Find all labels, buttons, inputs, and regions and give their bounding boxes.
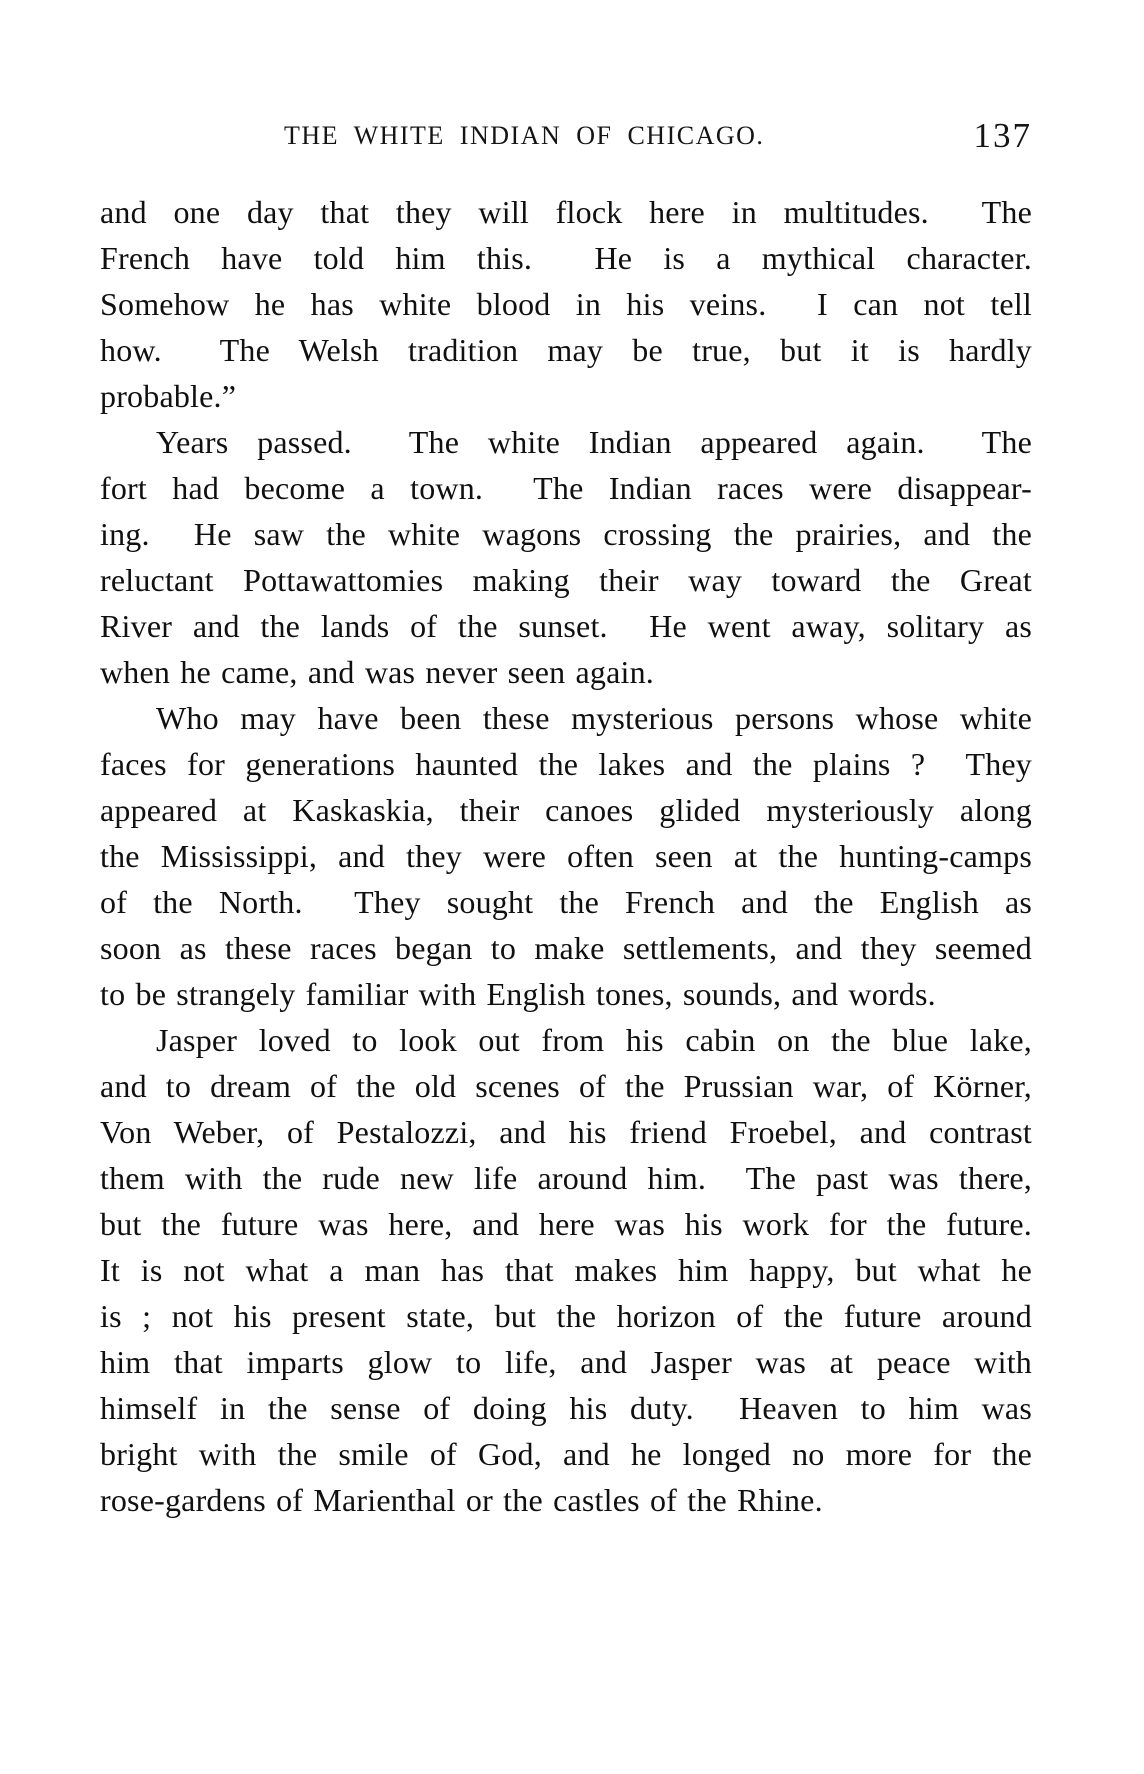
paragraph [100,189,1032,419]
text-line: Somehow he has white blood in his veins. I can not tell [100,286,1032,322]
text-line: bright with the smile of God, and he longed no more for the [100,1436,1032,1472]
text-line: them with the rude new life around him. The past was there, [100,1160,1032,1196]
text-line: is ; not his present state, but the horizon of the future around [100,1298,1032,1334]
text-line: when he came, and was never seen again. [100,654,655,690]
text-line: It is not what a man has that makes him happy, but what he [100,1252,1032,1288]
text-line: how. The Welsh tradition may be true, but it is hardly [100,332,1032,368]
text-line: himself in the sense of doing his duty. Heaven to him was [100,1390,1032,1426]
text-line: Von Weber, of Pestalozzi, and his friend Froebel, and contrast [100,1114,1032,1150]
text-line: appeared at Kaskaskia, their canoes glided mysteriously along [100,792,1032,828]
text-line: River and the lands of the sunset. He went away, solitary as [100,608,1032,644]
text-line: and one day that they will flock here in multitudes. The [100,194,1032,230]
text-line: the Mississippi, and they were often seen at the hunting-camps [100,838,1032,874]
paragraph [100,1017,1032,1523]
text-line: ing. He saw the white wagons crossing the prairies, and the [100,516,1032,552]
text-line: reluctant Pottawattomies making their way toward the Great [100,562,1032,598]
text-line: soon as these races began to make settlements, and they seemed [100,930,1032,966]
text-line: of the North. They sought the French and the English as [100,884,1032,920]
text-line: him that imparts glow to life, and Jasper was at peace with [100,1344,1032,1380]
text-line: Who may have been these mysterious persons whose white [156,700,1032,736]
text-line: and to dream of the old scenes of the Prussian war, of Körner, [100,1068,1032,1104]
running-title: THE WHITE INDIAN OF CHICAGO. [284,121,765,150]
text-line: Jasper loved to look out from his cabin on the blue lake, [156,1022,1032,1058]
text-line: faces for generations haunted the lakes and the plains ? They [100,746,1032,782]
paragraph [100,419,1032,695]
page-number: 137 [973,116,1032,155]
page-body [100,189,1032,1523]
text-line: Years passed. The white Indian appeared again. The [156,424,1032,460]
text-line: French have told him this. He is a mythical character. [100,240,1032,276]
text-line: fort had become a town. The Indian races were disappear- [100,470,1032,506]
paragraph [100,695,1032,1017]
text-line: rose-gardens of Marienthal or the castles of the Rhine. [100,1482,823,1518]
text-line: but the future was here, and here was his work for the future. [100,1206,1032,1242]
text-line: to be strangely familiar with English tones, sounds, and words. [100,976,936,1012]
text-line: probable.” [100,378,237,414]
page-header [0,0,1144,170]
